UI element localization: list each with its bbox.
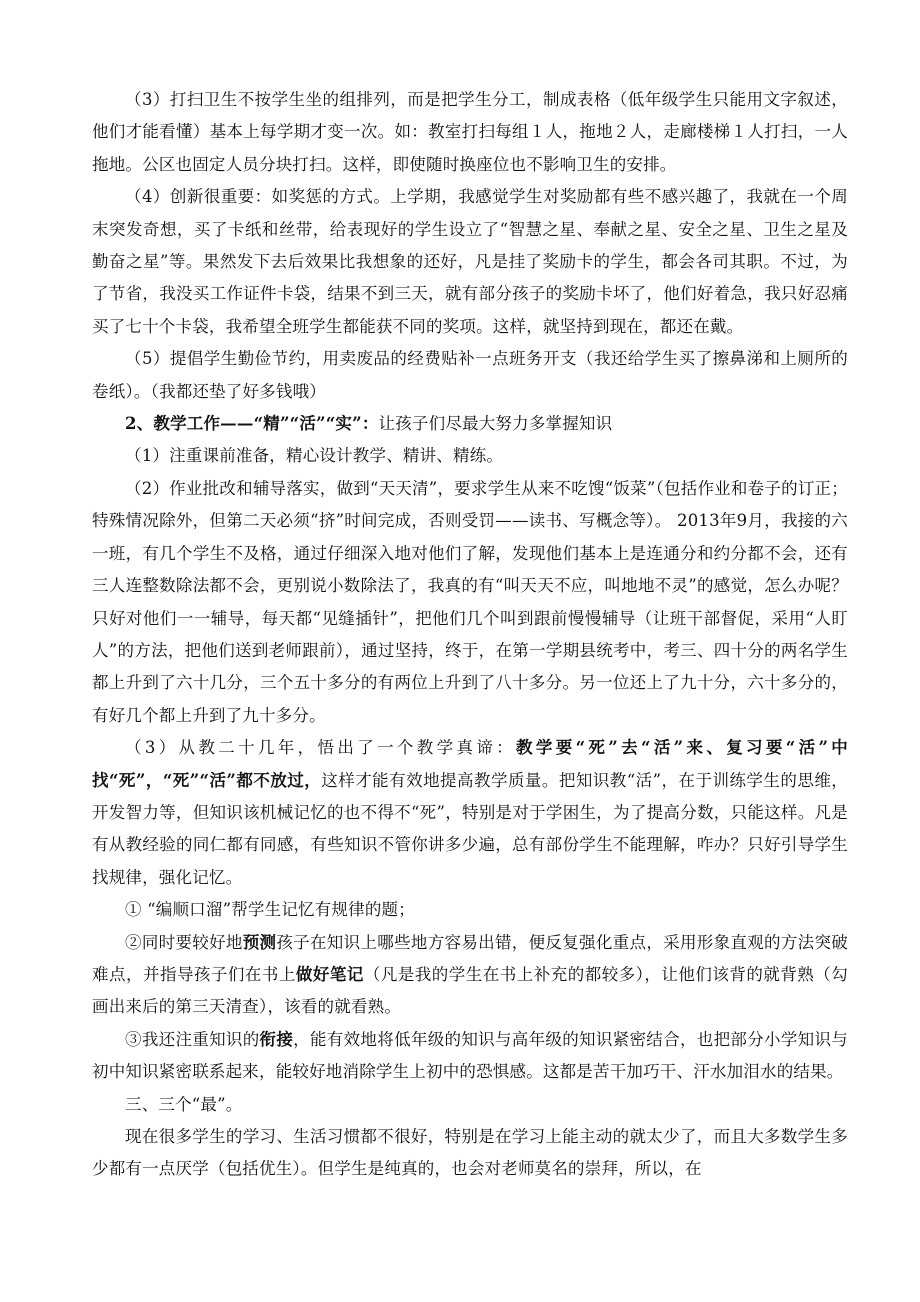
- heading-teaching-work: 2、教学工作——“精”“活”“实”：让孩子们尽最大努力多掌握知识: [125, 414, 613, 434]
- notes-bold: 做好笔记: [295, 964, 364, 984]
- list-item-1: ① “编顺口溜”帮学生记忆有规律的题；: [125, 900, 415, 920]
- paragraph-thrift: （5）提倡学生勤俭节约，用卖废品的经费贴补一点班务开支（我还给学生买了擦鼻涕和上厕所的卷纸）。（我都还垫了好多钱哦）: [92, 349, 848, 401]
- teaching-truth-bold: 教学要“死”去“活”来、复习要“活”中找“死”，“死”“活”都不放过，: [92, 738, 848, 790]
- list-item-3: ③我还注重知识的衔接，能有效地将低年级的知识与高年级的知识紧密结合，也把部分小学知识与初中知识紧密联系起来，能较好地消除学生上初中的恐惧感。这都是苦干加巧干、汗水加泪水的结果。: [92, 1029, 848, 1082]
- paragraph-innovation-rewards: （4）创新很重要：如奖惩的方式。上学期，我感觉学生对奖励都有些不感兴趣了，我就在一个周末突发奇想，买了卡纸和丝带，给表现好的学生设立了“智慧之星、奉献之星、安全之星、卫生之星及勤奋之星”等。果然发下去后效果比我想象的还好，凡是挂了奖励卡的学生，都会各司其职。不过，为了节省，我没买工作证件卡袋，结果不到三天，就有部分孩子的奖励卡坏了，他们好着急，我只好忍痛买了七十个卡袋，我希望全班学生都能获不同的奖项。这样，就坚持到现在，都还在戴。: [92, 187, 848, 336]
- heading-teaching-work-bold: 2、教学工作——“精”“活”“实”：: [125, 414, 379, 434]
- predict-bold: 预测: [242, 932, 277, 952]
- connection-bold: 衔接: [259, 1029, 294, 1049]
- heading-three-most: 三、三个“最”。: [125, 1094, 243, 1114]
- paragraph-lesson-preparation: （1）注重课前准备，精心设计教学、精讲、精练。: [125, 446, 504, 466]
- paragraph-teaching-truth: （3）从教二十几年，悟出了一个教学真谛：教学要“死”去“活”来、复习要“活”中找“死”，“死”“活”都不放过，这样才能有效地提高教学质量。把知识教“活”，在于训练学生的思维，开发智力等，但知识该机械记忆的也不得不“死”，特别是对于学困生，为了提高分数，只能这样。凡是有从教经验的同仁都有同感，有些知识不管你讲多少遍，总有部份学生不能理解，咋办？只好引导学生找规律，强化记忆。: [92, 738, 848, 887]
- paragraph-homework-tutoring: （2）作业批改和辅导落实，做到“天天清”，要求学生从来不吃馊“饭菜”（包括作业和卷子的订正；特殊情况除外，但第二天必须“挤”时间完成，否则受罚——读书、写概念等）。 2013年9月，我接的六一班，有几个学生不及格，通过仔细深入地对他们了解，发现他们基本上是连通分和约分都不会，还有三人连整数除法都不会，更别说小数除法了，我真的有“叫天天不应，叫地地不灵”的感觉，怎么办呢？只好对他们一一辅导，每天都“见缝插针”，把他们几个叫到跟前慢慢辅导（让班干部督促，采用“人盯人”的方法，把他们送到老师跟前），通过坚持，终于，在第一学期县统考中，考三、四十分的两名学生都上升到了六十几分，三个五十多分的有两位上升到了八十多分。另一位还上了九十分，六十多分的，有好几个都上升到了九十多分。: [92, 478, 848, 725]
- list-item-2: ②同时要较好地预测孩子在知识上哪些地方容易出错，便反复强化重点，采用形象直观的方法突破难点，并指导孩子们在书上做好笔记（凡是我的学生在书上补充的都较多），让他们该背的就背熟（勾画出来后的第三天清查），该看的就看熟。: [92, 932, 848, 1017]
- paragraph-cleaning-duty: （3）打扫卫生不按学生坐的组排列，而是把学生分工，制成表格（低年级学生只能用文字叙述，他们才能看懂）基本上每学期才变一次。如：教室打扫每组１人，拖地２人，走廊楼梯１人打扫，一人拖地。公区也固定人员分块打扫。这样，即使随时换座位也不影响卫生的安排。: [92, 90, 848, 174]
- paragraph-student-habits: 现在很多学生的学习、生活习惯都不很好，特别是在学习上能主动的就太少了，而且大多数学生多少都有一点厌学（包括优生）。但学生是纯真的，也会对老师莫名的崇拜，所以，在: [92, 1127, 848, 1179]
